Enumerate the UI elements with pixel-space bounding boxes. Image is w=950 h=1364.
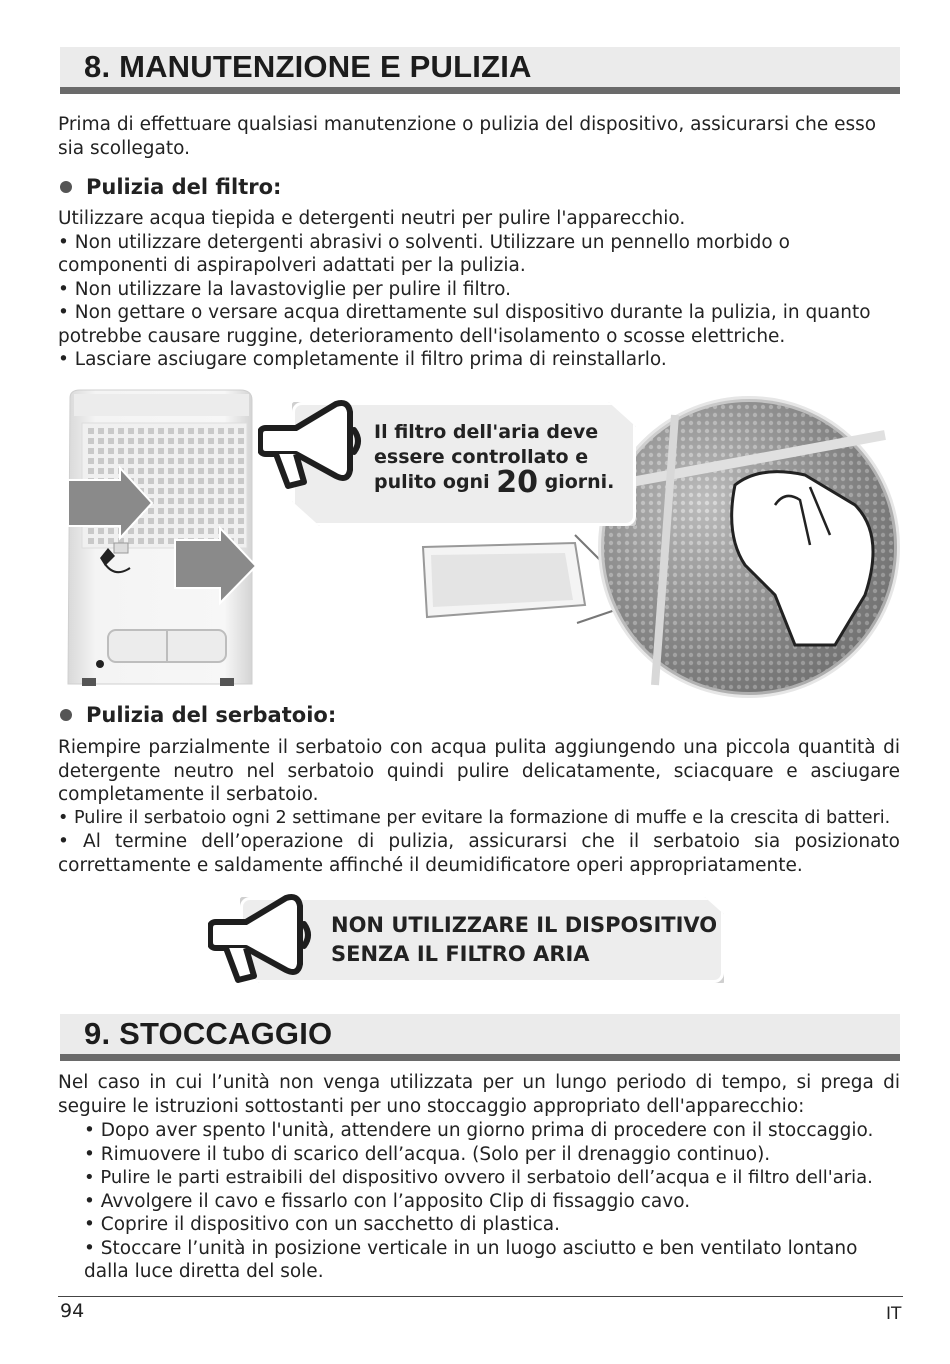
- filter-line: • Lasciare asciugare completamente il filtro prima di reinstallarlo.: [58, 349, 667, 370]
- filter-line: Utilizzare acqua tiepida e detergenti neutri per pulire l'apparecchio.: [58, 208, 686, 229]
- callout-text: pulito ogni: [374, 471, 490, 493]
- warning-line: NON UTILIZZARE IL DISPOSITIVO: [331, 913, 718, 937]
- megaphone-icon: [258, 398, 366, 490]
- filter-heading-text: Pulizia del filtro:: [86, 175, 282, 199]
- language-code: IT: [886, 1304, 902, 1324]
- list-item: • Stoccare l’unità in posizione verticale in un luogo asciutto e ben ventilato lontano dalla luce diretta del sole.: [84, 1237, 858, 1282]
- warning-line: SENZA IL FILTRO ARIA: [331, 942, 590, 966]
- tank-line: Riempire parzialmente il serbatoio con acqua pulita aggiungendo una piccola quantità di detergente neutro nel serbatoio quindi pulire delicatamente, sciacquare e asciugare completamente il serbatoio.: [58, 737, 900, 805]
- callout-line-3: [374, 465, 615, 500]
- list-item: • Coprire il dispositivo con un sacchetto di plastica.: [84, 1214, 561, 1235]
- tank-line: • Pulire il serbatoio ogni 2 settimane per evitare la formazione di muffe e la crescita di batteri.: [58, 807, 891, 828]
- section-8-header: [60, 47, 900, 94]
- dehumidifier-image: [60, 388, 260, 693]
- section-9-intro: [58, 1071, 900, 1118]
- intro-text: Nel caso in cui l’unità non venga utilizzata per un lungo periodo di tempo, si prega di seguire le istruzioni sottostanti per uno stoccaggio appropriato dell'apparecchio:: [58, 1072, 900, 1117]
- callout-text: giorni.: [544, 471, 615, 493]
- callout-days-number: 20: [496, 465, 538, 500]
- callout-line: essere controllato e: [374, 446, 589, 468]
- filter-line: • Non gettare o versare acqua direttamente sul dispositivo durante la pulizia, in quanto potrebbe causare ruggine, deterioramento dell'isolamento o scosse elettriche.: [58, 302, 871, 347]
- section-8-intro: [58, 113, 900, 160]
- section-9-header: [60, 1014, 900, 1061]
- warning-text: [331, 911, 717, 969]
- list-item: • Dopo aver spento l'unità, attendere un giorno prima di procedere con il stoccaggio.: [84, 1120, 874, 1141]
- tank-line: • Al termine dell’operazione di pulizia, assicurarsi che il serbatoio sia posizionato correttamente e saldamente affinché il deumidificatore operi appropriatamente.: [58, 831, 900, 876]
- intro-text: Prima di effettuare qualsiasi manutenzione o pulizia del dispositivo, assicurarsi che esso sia scollegato.: [58, 114, 877, 159]
- list-item: • Pulire le parti estraibili del dispositivo ovvero il serbatoio dell’acqua e il filtro dell'aria.: [84, 1167, 873, 1188]
- section-8-title: 8. MANUTENZIONE E PULIZIA: [84, 49, 532, 84]
- filter-heading: [60, 175, 281, 199]
- filter-line: • Non utilizzare detergenti abrasivi o solventi. Utilizzare un pennello morbido o componenti di aspirapolveri adattati per la pulizia.: [58, 231, 790, 276]
- dehumidifier-illustration: [60, 388, 260, 693]
- megaphone-icon: [208, 892, 316, 984]
- callout-line: Il filtro dell'aria deve: [374, 421, 599, 443]
- list-item: • Avvolgere il cavo e fissarlo con l’apposito Clip di fissaggio cavo.: [84, 1190, 691, 1212]
- tank-heading-text: Pulizia del serbatoio:: [86, 703, 337, 727]
- bullet-dot-icon: [60, 181, 72, 193]
- page-number: 94: [60, 1300, 85, 1322]
- section-9-title: 9. STOCCAGGIO: [84, 1016, 333, 1051]
- list-item: • Rimuovere il tubo di scarico dell’acqua. (Solo per il drenaggio continuo).: [84, 1143, 771, 1165]
- footer-divider: [58, 1296, 903, 1297]
- filter-text: [58, 207, 900, 372]
- tank-text: [58, 736, 900, 877]
- storage-list: [84, 1119, 904, 1284]
- filter-callout-text: [374, 420, 615, 500]
- bullet-dot-icon: [60, 709, 72, 721]
- tank-heading: [60, 703, 336, 727]
- filter-line: • Non utilizzare la lavastoviglie per pulire il filtro.: [58, 278, 511, 300]
